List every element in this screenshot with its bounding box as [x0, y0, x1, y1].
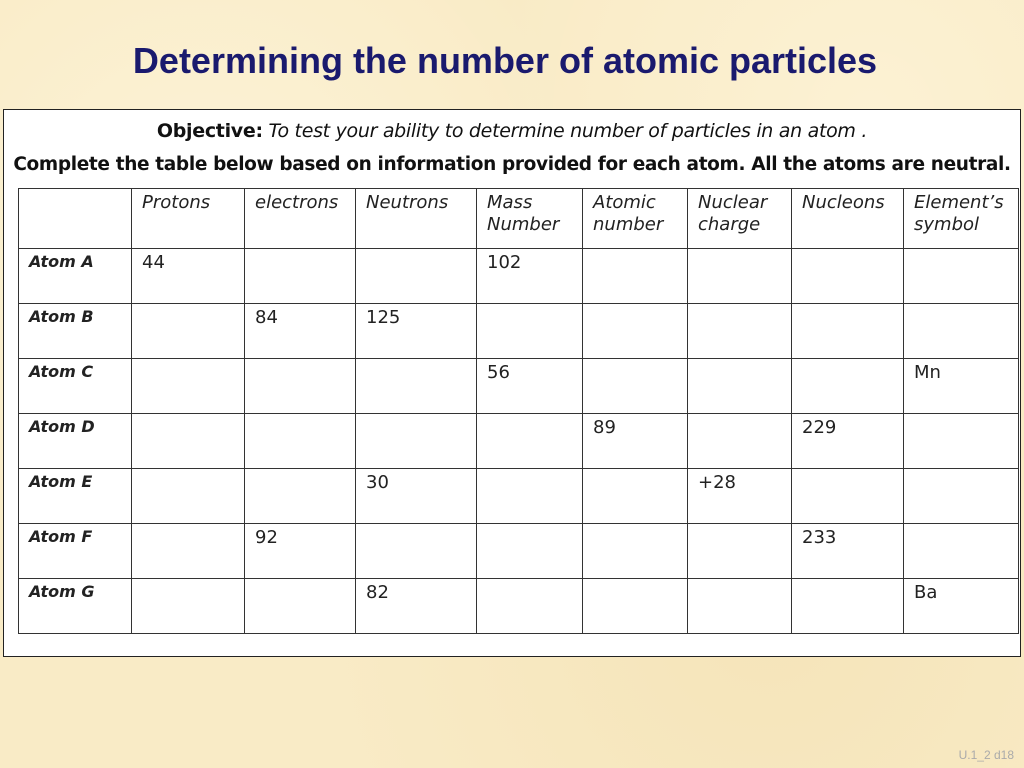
- table-cell: [792, 304, 904, 359]
- table-row: [19, 414, 1019, 469]
- column-header: Protons: [132, 189, 245, 249]
- column-header: Nuclear charge: [688, 189, 792, 249]
- table-row: [19, 579, 1019, 634]
- table-cell: [245, 249, 356, 304]
- table-cell: [688, 579, 792, 634]
- table-cell: [356, 249, 477, 304]
- table-cell: [477, 524, 583, 579]
- table-cell: 89: [583, 414, 688, 469]
- table-body: [19, 249, 1019, 634]
- row-label-cell: Atom F: [19, 524, 132, 579]
- row-label-cell: Atom B: [19, 304, 132, 359]
- row-label-cell: Atom G: [19, 579, 132, 634]
- table-cell: [132, 304, 245, 359]
- instruction-line: Complete the table below based on information provided for each atom. All the atoms are neutral.: [13, 154, 1011, 175]
- worksheet-panel: [3, 109, 1021, 657]
- table-cell: [688, 414, 792, 469]
- table-cell: 44: [132, 249, 245, 304]
- table-cell: [583, 359, 688, 414]
- table-cell: [132, 414, 245, 469]
- column-header: Neutrons: [356, 189, 477, 249]
- table-cell: Ba: [904, 579, 1019, 634]
- table-cell: [583, 579, 688, 634]
- table-cell: [245, 359, 356, 414]
- table-cell: [792, 249, 904, 304]
- table-cell: [688, 524, 792, 579]
- table-cell: [583, 304, 688, 359]
- table-cell: [904, 469, 1019, 524]
- table-cell: 82: [356, 579, 477, 634]
- table-cell: [904, 249, 1019, 304]
- table-cell: [132, 469, 245, 524]
- objective-label: Objective:: [156, 120, 263, 142]
- table-cell: [792, 579, 904, 634]
- table-cell: [477, 304, 583, 359]
- table-cell: 84: [245, 304, 356, 359]
- table-cell: [477, 469, 583, 524]
- table-cell: [904, 524, 1019, 579]
- row-label-cell: Atom E: [19, 469, 132, 524]
- objective-line: [4, 120, 1020, 142]
- table-row: [19, 304, 1019, 359]
- table-cell: [904, 414, 1019, 469]
- table-cell: [132, 524, 245, 579]
- column-header: Nucleons: [792, 189, 904, 249]
- table-cell: [245, 414, 356, 469]
- table-cell: [688, 359, 792, 414]
- table-cell: [583, 524, 688, 579]
- table-cell: 125: [356, 304, 477, 359]
- table-row: [19, 469, 1019, 524]
- particles-table: [18, 188, 1019, 634]
- table-cell: [583, 469, 688, 524]
- objective-text: To test your ability to determine number of particles in an atom .: [268, 120, 868, 142]
- table-cell: 229: [792, 414, 904, 469]
- table-cell: [688, 249, 792, 304]
- table-cell: 56: [477, 359, 583, 414]
- table-cell: [792, 469, 904, 524]
- table-cell: [245, 469, 356, 524]
- header-corner-cell: [19, 189, 132, 249]
- column-header: Atomic number: [583, 189, 688, 249]
- table-cell: [583, 249, 688, 304]
- table-cell: 30: [356, 469, 477, 524]
- table-row: [19, 524, 1019, 579]
- table-cell: 92: [245, 524, 356, 579]
- table-cell: [477, 579, 583, 634]
- table-cell: [132, 579, 245, 634]
- table-cell: Mn: [904, 359, 1019, 414]
- column-header: Element’s symbol: [904, 189, 1019, 249]
- table-row: [19, 359, 1019, 414]
- table-cell: +28: [688, 469, 792, 524]
- row-label-cell: Atom A: [19, 249, 132, 304]
- table-cell: [688, 304, 792, 359]
- table-row: [19, 249, 1019, 304]
- column-header: Mass Number: [477, 189, 583, 249]
- table-cell: [477, 414, 583, 469]
- column-header: electrons: [245, 189, 356, 249]
- table-cell: 102: [477, 249, 583, 304]
- table-cell: [356, 524, 477, 579]
- slide-footer: U.1_2 d18: [958, 748, 1014, 762]
- row-label-cell: Atom D: [19, 414, 132, 469]
- slide-title: Determining the number of atomic particles: [132, 40, 878, 81]
- table-cell: [132, 359, 245, 414]
- table-cell: 233: [792, 524, 904, 579]
- table-cell: [245, 579, 356, 634]
- row-label-cell: Atom C: [19, 359, 132, 414]
- table-cell: [356, 414, 477, 469]
- table-header-row: [19, 189, 1019, 249]
- table-cell: [792, 359, 904, 414]
- table-cell: [904, 304, 1019, 359]
- table-cell: [356, 359, 477, 414]
